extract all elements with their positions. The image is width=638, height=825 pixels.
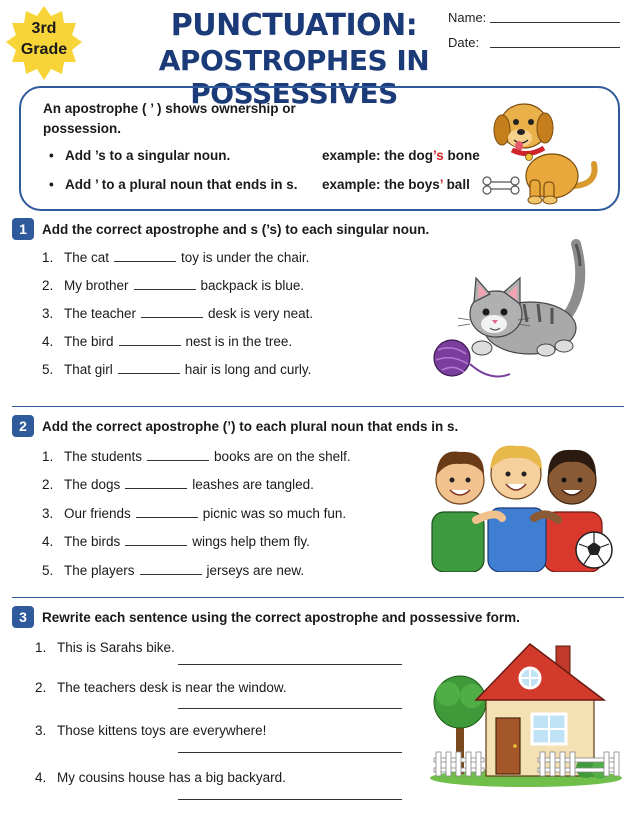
answer-blank[interactable]: [141, 306, 203, 318]
answer-line[interactable]: [178, 752, 402, 753]
answer-blank[interactable]: [125, 477, 187, 489]
rule-singular-text: Add ’s to a singular noun.: [65, 148, 231, 163]
dog-illustration: [474, 94, 604, 206]
example-singular-suffix: bone: [443, 148, 480, 163]
answer-blank[interactable]: [140, 563, 202, 575]
section-title: Add the correct apostrophe (’) to each plural noun that ends in s.: [42, 418, 459, 434]
item-number: 2.: [35, 680, 47, 695]
item-number: 5.: [42, 563, 54, 578]
section-1-header: [12, 218, 429, 240]
item-number: 3.: [42, 506, 54, 521]
item-number: 1.: [42, 250, 54, 265]
item-before: The birds: [64, 534, 121, 549]
item-number: 3.: [42, 306, 54, 321]
name-field[interactable]: [448, 10, 486, 25]
example-singular-mark: ’s: [433, 148, 444, 163]
exercise-item: [42, 278, 304, 293]
item-before: The students: [64, 449, 143, 464]
item-number: 4.: [42, 534, 54, 549]
answer-blank[interactable]: [118, 362, 180, 374]
item-after: jerseys are new.: [206, 563, 305, 578]
name-label: Name:: [448, 10, 487, 25]
answer-line[interactable]: [178, 664, 402, 665]
item-before: My brother: [64, 278, 129, 293]
rule-singular: [49, 148, 230, 163]
item-number: 3.: [35, 723, 47, 738]
item-number: 4.: [35, 770, 47, 785]
date-field[interactable]: [448, 35, 479, 50]
item-number: 2.: [42, 278, 54, 293]
page-title-line-1: PUNCTUATION:: [170, 8, 418, 43]
item-before: The players: [64, 563, 135, 578]
section-3-header: [12, 606, 520, 628]
badge-line-1: 3rd: [31, 20, 57, 37]
item-number: 2.: [42, 477, 54, 492]
page-title-line-2: APOSTROPHES IN POSSESSIVES: [158, 44, 430, 110]
section-number: 1: [12, 218, 34, 240]
exercise-item: [42, 477, 314, 492]
item-text: Those kittens toys are everywhere!: [57, 723, 267, 738]
item-after: nest is in the tree.: [185, 334, 293, 349]
item-after: toy is under the chair.: [181, 250, 310, 265]
soccer-ball-icon: [576, 532, 612, 568]
item-after: leashes are tangled.: [192, 477, 314, 492]
item-after: picnic was so much fun.: [202, 506, 347, 521]
item-number: 1.: [42, 449, 54, 464]
section-2-header: [12, 415, 458, 437]
exercise-item: [42, 306, 313, 321]
exercise-item: [42, 506, 346, 521]
section-divider: [12, 406, 624, 407]
answer-blank[interactable]: [119, 334, 181, 346]
exercise-item: [42, 362, 311, 377]
item-before: The bird: [64, 334, 114, 349]
example-plural: [322, 177, 470, 192]
name-line[interactable]: [490, 22, 620, 23]
exercise-item: [42, 534, 310, 549]
answer-blank[interactable]: [147, 449, 209, 461]
grade-badge: [4, 4, 84, 82]
item-before: The teacher: [64, 306, 137, 321]
rewrite-item: [35, 680, 287, 695]
section-title: Rewrite each sentence using the correct apostrophe and possessive form.: [42, 609, 520, 625]
bullet-icon: •: [49, 177, 54, 192]
rewrite-item: [35, 723, 266, 738]
example-plural-suffix: ball: [442, 177, 470, 192]
section-number: 2: [12, 415, 34, 437]
answer-line[interactable]: [178, 799, 402, 800]
example-singular-prefix: example: the dog: [322, 148, 434, 163]
example-plural-mark: ’: [439, 177, 443, 192]
answer-blank[interactable]: [125, 534, 187, 546]
house-illustration: [428, 638, 624, 788]
item-after: backpack is blue.: [200, 278, 305, 293]
section-divider: [12, 597, 624, 598]
rule-plural: [49, 177, 298, 192]
section-title: Add the correct apostrophe and s (’s) to each singular noun.: [42, 221, 430, 237]
item-text: This is Sarahs bike.: [57, 640, 175, 655]
answer-line[interactable]: [178, 708, 402, 709]
boys-illustration: [426, 440, 626, 572]
rule-plural-text: Add ’ to a plural noun that ends in s.: [65, 177, 298, 192]
exercise-item: [42, 334, 292, 349]
badge-line-2: Grade: [20, 41, 68, 58]
item-before: That girl: [64, 362, 113, 377]
item-after: books are on the shelf.: [214, 449, 351, 464]
item-text: The teachers desk is near the window.: [57, 680, 287, 695]
date-line[interactable]: [490, 47, 620, 48]
example-singular: [322, 148, 480, 163]
bone-icon: [483, 177, 519, 194]
item-after: wings help them fly.: [192, 534, 310, 549]
item-before: The cat: [64, 250, 110, 265]
rewrite-item: [35, 640, 175, 655]
example-plural-prefix: example: the boys: [322, 177, 440, 192]
exercise-item: [42, 250, 309, 265]
answer-blank[interactable]: [114, 250, 176, 262]
exercise-item: [42, 449, 351, 464]
cat-illustration: [430, 236, 590, 386]
item-text: My cousins house has a big backyard.: [57, 770, 286, 785]
item-number: 5.: [42, 362, 54, 377]
item-before: Our friends: [64, 506, 131, 521]
date-label: Date:: [448, 35, 480, 50]
item-number: 4.: [42, 334, 54, 349]
item-number: 1.: [35, 640, 47, 655]
info-intro: An apostrophe ( ’ ) shows ownership or possession.: [43, 101, 296, 136]
item-before: The dogs: [64, 477, 121, 492]
answer-blank[interactable]: [134, 278, 196, 290]
bullet-icon: •: [49, 148, 54, 163]
item-after: hair is long and curly.: [184, 362, 312, 377]
rewrite-item: [35, 770, 286, 785]
answer-blank[interactable]: [136, 506, 198, 518]
section-number: 3: [12, 606, 34, 628]
exercise-item: [42, 563, 304, 578]
item-after: desk is very neat.: [208, 306, 314, 321]
